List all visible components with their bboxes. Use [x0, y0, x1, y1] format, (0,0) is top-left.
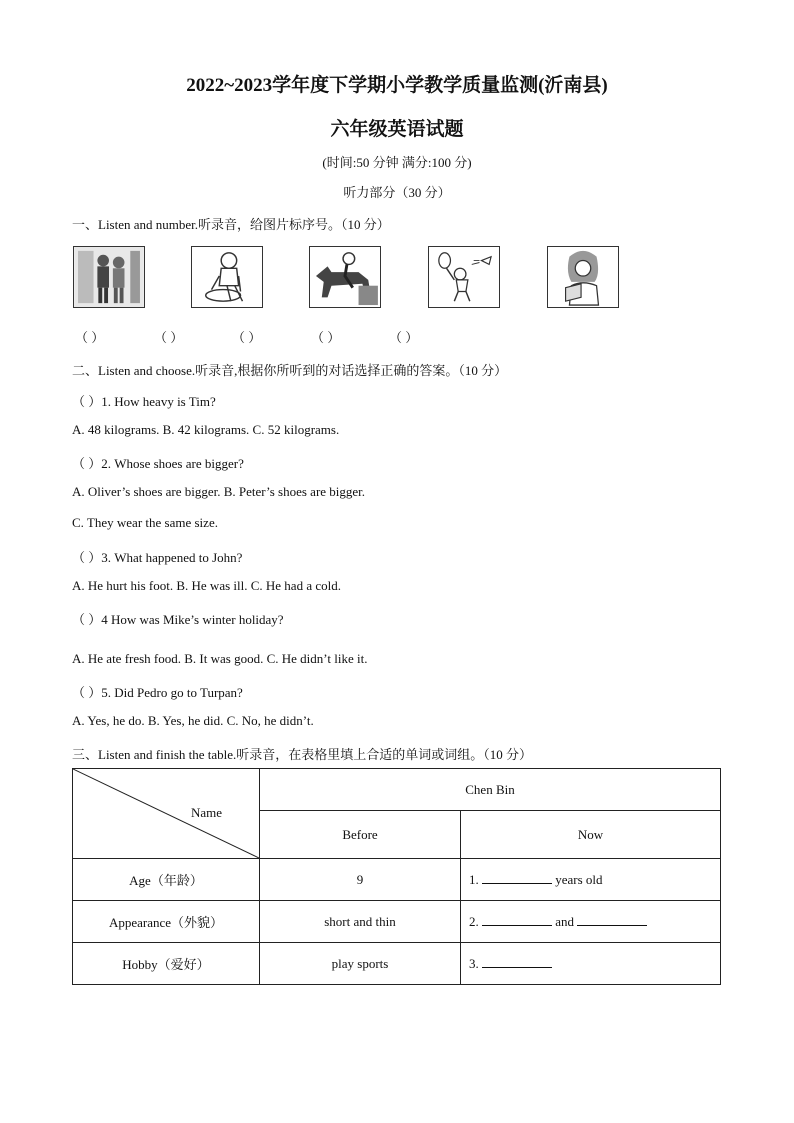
riding-horse-picture — [309, 246, 381, 308]
question-3-options: A. He hurt his foot. B. He was ill. C. He had a cold. — [72, 578, 341, 593]
person-name-cell: Chen Bin — [260, 769, 721, 811]
before-header: Before — [260, 811, 461, 859]
question-2: （ ）2. Whose shoes are bigger? — [72, 456, 244, 471]
blank-number: 1. — [469, 871, 479, 887]
fill-blank[interactable] — [482, 914, 552, 926]
part1-heading: 一、Listen and number.听录音，给图片标序号。（10 分） — [72, 217, 390, 232]
question-4: （ ）4 How was Mike’s winter holiday? — [72, 612, 284, 627]
question-5: （ ）5. Did Pedro go to Turpan? — [72, 685, 243, 700]
blank-connector: and — [555, 913, 575, 929]
blank-suffix: years old — [555, 871, 603, 887]
now-header: Now — [461, 811, 721, 859]
part3-heading: 三、Listen and finish the table.听录音，在表格里填上合适的单词或词组。（10 分） — [72, 747, 533, 762]
riding-horse-icon — [310, 247, 380, 307]
answer-paren[interactable]: （ ） — [311, 330, 341, 345]
question-1-options: A. 48 kilograms. B. 42 kilograms. C. 52 kilograms. — [72, 422, 340, 437]
table-row — [73, 901, 721, 943]
washing-clothes-picture — [191, 246, 263, 308]
row-before: 9 — [260, 859, 461, 901]
page-title: 2022~2023学年度下学期小学教学质量监测(沂南县) — [186, 75, 608, 96]
corner-label: Name — [191, 805, 223, 820]
table-row — [73, 943, 721, 985]
question-2-option-c: C. They wear the same size. — [72, 515, 218, 530]
washing-clothes-icon — [192, 247, 262, 307]
row-now — [461, 943, 721, 985]
row-before: play sports — [260, 943, 461, 985]
table-corner-cell — [73, 769, 260, 859]
badminton-picture — [428, 246, 500, 308]
diagonal-line — [73, 769, 259, 858]
two-people-picture — [73, 246, 145, 308]
info-table — [72, 768, 721, 985]
question-1: （ ）1. How heavy is Tim? — [72, 394, 216, 409]
row-label: Hobby（爱好） — [73, 943, 260, 985]
page-subtitle: 六年级英语试题 — [330, 119, 464, 140]
fill-blank[interactable] — [482, 872, 552, 884]
row-now — [461, 859, 721, 901]
answer-paren[interactable]: （ ） — [389, 330, 419, 345]
table-row — [73, 859, 721, 901]
badminton-icon — [429, 247, 499, 307]
blank-number: 3. — [469, 955, 479, 971]
fill-blank[interactable] — [577, 914, 647, 926]
blank-number: 2. — [469, 913, 479, 929]
question-5-options: A. Yes, he do. B. Yes, he did. C. No, he didn’t. — [72, 713, 314, 728]
girl-reading-picture — [547, 246, 619, 308]
section-title: 听力部分（30 分） — [343, 185, 451, 200]
row-label: Appearance（外貌） — [73, 901, 260, 943]
two-people-icon — [74, 247, 144, 307]
answer-paren[interactable]: （ ） — [154, 330, 184, 345]
girl-reading-icon — [548, 247, 618, 307]
answer-paren[interactable]: （ ） — [75, 330, 105, 345]
fill-blank[interactable] — [482, 956, 552, 968]
row-label: Age（年龄） — [73, 859, 260, 901]
answer-paren[interactable]: （ ） — [232, 330, 262, 345]
row-now — [461, 901, 721, 943]
question-2-options: A. Oliver’s shoes are bigger. B. Peter’s shoes are bigger. — [72, 484, 366, 499]
question-3: （ ）3. What happened to John? — [72, 550, 243, 565]
exam-meta: (时间:50 分钟 满分:100 分) — [322, 155, 472, 170]
question-4-options: A. He ate fresh food. B. It was good. C. He didn’t like it. — [72, 651, 368, 666]
part2-heading: 二、Listen and choose.听录音,根据你所听到的对话选择正确的答案。（10 分） — [72, 363, 508, 378]
row-before: short and thin — [260, 901, 461, 943]
